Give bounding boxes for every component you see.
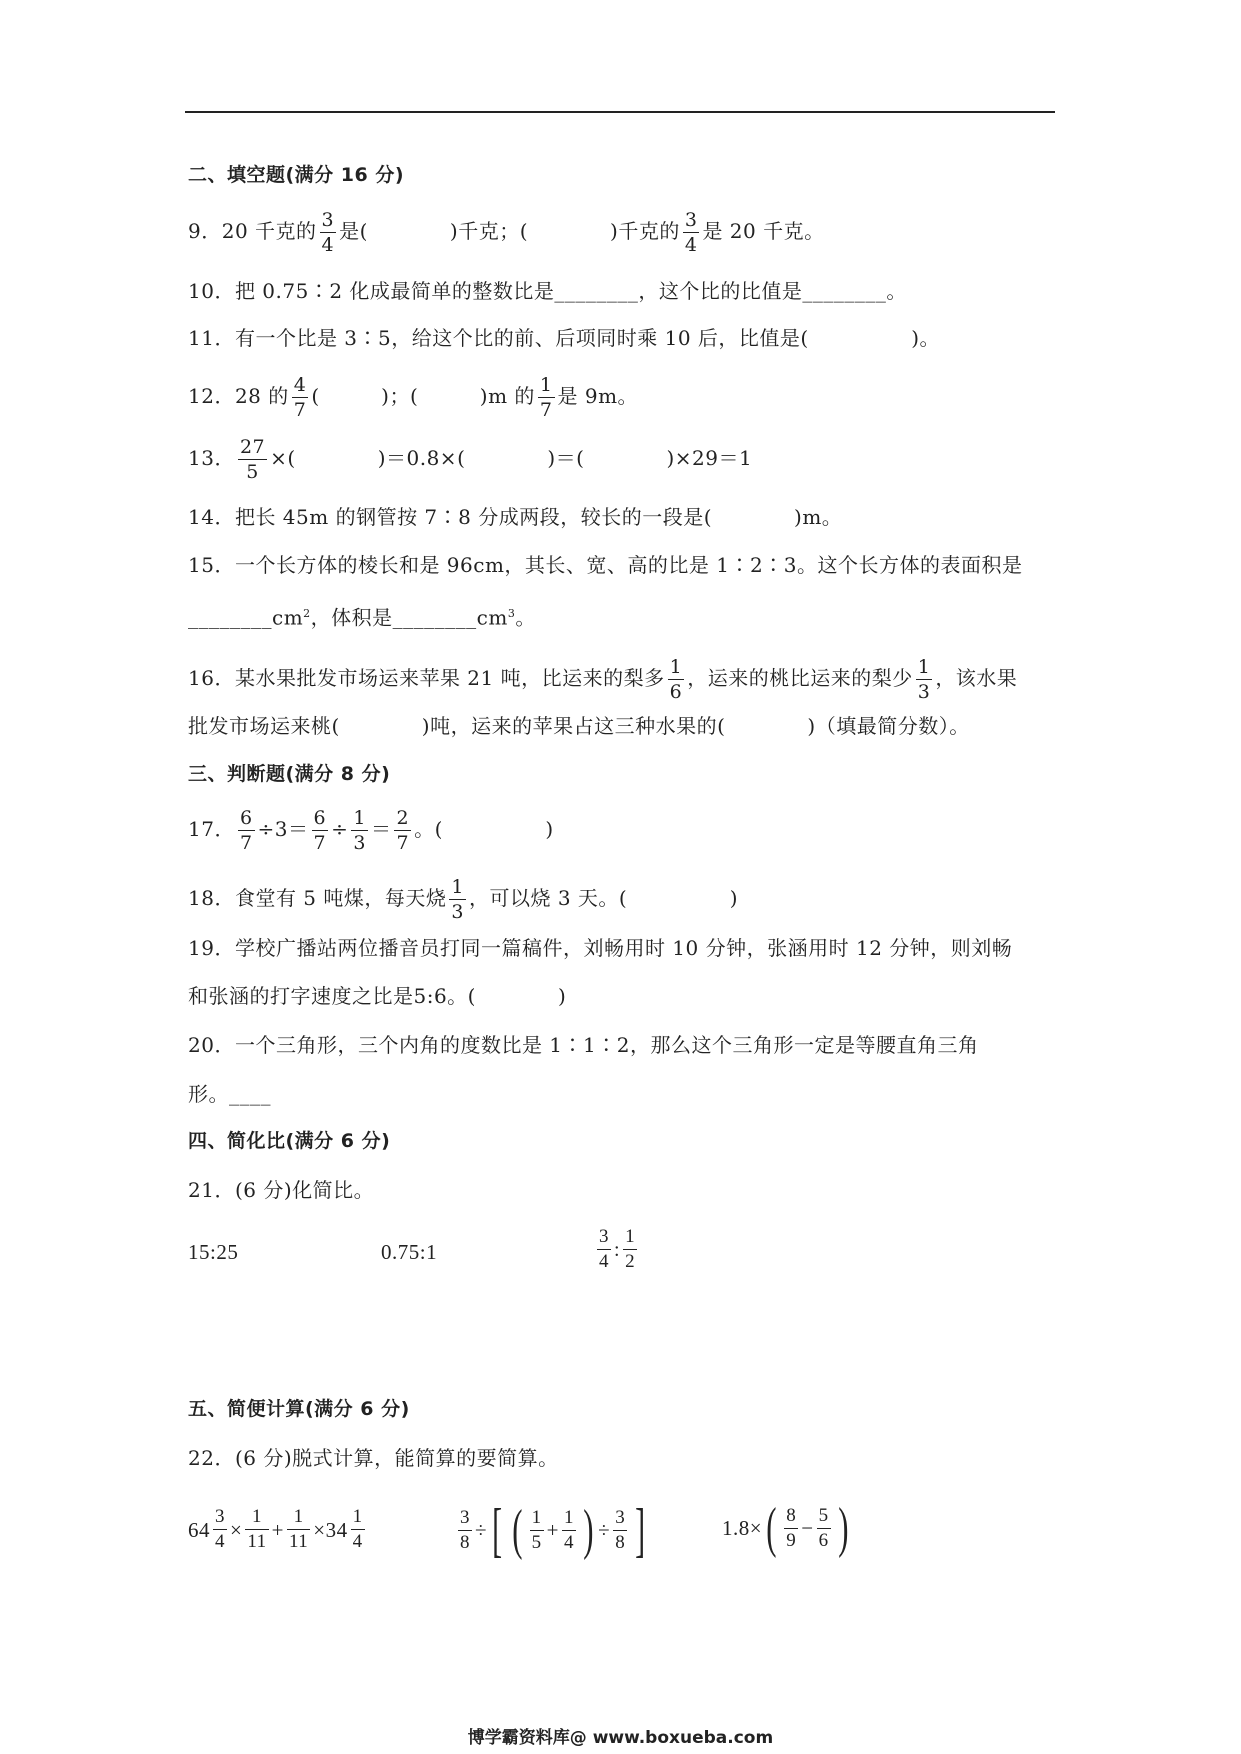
colon: : — [614, 1238, 621, 1261]
question-18 — [188, 875, 738, 924]
q17-text-d: ＝ — [370, 817, 392, 841]
question-15-line1: 15．一个长方体的棱长和是 96cm，其长、宽、高的比是 1∶2∶3。这个长方体的表面积是 — [188, 553, 1023, 577]
section-title-fill-blank: 二、填空题(满分 16 分) — [188, 164, 405, 186]
question-20-line2: 形。____ — [188, 1082, 271, 1106]
denominator: 6 — [669, 681, 683, 703]
numerator: 1 — [451, 876, 464, 898]
fraction — [668, 655, 685, 704]
fraction — [312, 806, 329, 855]
q21-expr-2: 0.75:1 — [381, 1240, 438, 1264]
numerator: 1 — [351, 1505, 365, 1530]
fraction — [238, 806, 255, 855]
q15-text-b: ，体积是________cm — [310, 605, 508, 630]
denominator: 4 — [215, 1531, 225, 1552]
numerator: 3 — [458, 1506, 472, 1531]
left-bracket: [ — [492, 1497, 503, 1563]
numerator: 1 — [539, 374, 553, 396]
numerator: 1 — [623, 1225, 637, 1250]
q16-text-b: ，运来的桃比运来的梨少 — [687, 666, 913, 690]
numerator: 1 — [287, 1505, 310, 1530]
q9-text-a: 9．20 千克的 — [188, 219, 317, 243]
fraction — [449, 875, 466, 924]
fraction — [245, 1505, 268, 1554]
question-13 — [188, 435, 752, 484]
question-14: 14．把长 45m 的钢管按 7∶8 分成两段，较长的一段是( )m。 — [188, 505, 843, 529]
right-paren: ) — [583, 1499, 594, 1561]
section-title-judgement: 三、判断题(满分 8 分) — [188, 763, 391, 785]
numerator: 3 — [597, 1225, 611, 1250]
q22-expr-1 — [188, 1505, 368, 1554]
fraction — [287, 1505, 310, 1554]
q16-text-a: 16．某水果批发市场运来苹果 21 吨，比运来的梨多 — [188, 666, 665, 690]
fraction — [784, 1504, 798, 1553]
q22-expr-3 — [722, 1497, 853, 1559]
left-paren: ( — [511, 1499, 523, 1561]
denominator: 11 — [288, 1531, 309, 1552]
number: 1.8× — [722, 1516, 763, 1540]
left-paren: ( — [766, 1497, 777, 1559]
denominator: 4 — [564, 1531, 575, 1553]
denominator: 8 — [615, 1531, 626, 1553]
q22-expr-2 — [455, 1497, 651, 1563]
numerator: 27 — [239, 436, 266, 458]
question-19-line2: 和张涵的打字速度之比是5:6。( ) — [188, 984, 567, 1008]
denominator: 4 — [321, 234, 335, 256]
q9-text-c: 是 20 千克。 — [702, 219, 825, 243]
operator: − — [801, 1516, 814, 1540]
fraction — [916, 655, 933, 704]
numerator: 1 — [353, 807, 366, 829]
denominator: 5 — [246, 461, 259, 483]
numerator: 1 — [669, 656, 683, 678]
q17-text-a: 17． — [188, 817, 235, 841]
q21-expr-3 — [594, 1225, 640, 1274]
question-15-line2 — [188, 600, 536, 632]
right-paren: ) — [837, 1497, 849, 1559]
q12-text-c: 是 9m。 — [557, 384, 639, 408]
numerator: 1 — [530, 1506, 544, 1531]
numerator: 1 — [562, 1506, 576, 1531]
denominator: 9 — [786, 1529, 797, 1551]
fraction — [623, 1225, 637, 1274]
fraction — [320, 208, 337, 257]
operator: ÷ — [475, 1518, 488, 1542]
numerator: 4 — [293, 374, 307, 396]
section-title-simplify-ratio: 四、简化比(满分 6 分) — [188, 1130, 391, 1152]
operator: × — [230, 1517, 243, 1542]
denominator: 4 — [684, 234, 698, 256]
q17-text-c: ÷ — [331, 817, 349, 841]
q17-text-b: ÷3＝ — [257, 817, 309, 841]
q15-text-a: ________cm — [188, 605, 304, 630]
q12-text-a: 12．28 的 — [188, 384, 289, 408]
q18-text-b: ，可以烧 3 天。( ) — [468, 886, 739, 910]
q16-text-c: ，该水果 — [935, 666, 1018, 690]
question-21-title: 21．(6 分)化简比。 — [188, 1178, 375, 1202]
fraction — [538, 373, 555, 422]
numerator: 1 — [245, 1505, 268, 1530]
denominator: 7 — [313, 832, 327, 854]
question-19-line1: 19．学校广播站两位播音员打同一篇稿件，刘畅用时 10 分钟，张涵用时 12 分钟，则刘畅 — [188, 936, 1013, 960]
question-10: 10．把 0.75∶2 化成最简单的整数比是________，这个比的比值是________。 — [188, 279, 907, 303]
fraction — [213, 1505, 227, 1554]
number: 64 — [188, 1517, 210, 1542]
fraction — [292, 373, 309, 422]
numerator: 5 — [817, 1504, 831, 1529]
denominator: 3 — [917, 681, 931, 703]
operator: + — [546, 1518, 560, 1542]
footer-watermark: 博学霸资料库@ www.boxueba.com — [467, 1728, 774, 1748]
fraction — [394, 806, 411, 855]
numerator: 6 — [313, 807, 327, 829]
question-16-line1 — [188, 655, 1017, 704]
superscript: 3 — [507, 607, 516, 620]
header-rule — [185, 111, 1055, 113]
q15-text-c: 。 — [515, 605, 536, 630]
question-20-line1: 20．一个三角形，三个内角的度数比是 1∶1∶2，那么这个三角形一定是等腰直角三角 — [188, 1033, 979, 1057]
denominator: 7 — [539, 399, 553, 421]
q21-expr-1: 15:25 — [188, 1240, 239, 1264]
numerator: 3 — [321, 209, 335, 231]
numerator: 3 — [213, 1505, 227, 1530]
section-title-simple-calc: 五、简便计算(满分 6 分) — [188, 1398, 410, 1420]
fraction — [351, 1505, 365, 1554]
fraction — [238, 435, 267, 484]
denominator: 7 — [239, 832, 253, 854]
fraction — [613, 1506, 627, 1555]
denominator: 3 — [353, 832, 366, 854]
question-17 — [188, 806, 554, 855]
denominator: 6 — [818, 1529, 829, 1551]
q13-text-b: ×( )＝0.8×( )＝( )×29＝1 — [270, 446, 753, 470]
question-12 — [188, 373, 638, 422]
fraction — [683, 208, 700, 257]
fraction — [817, 1504, 831, 1553]
numerator: 3 — [613, 1506, 627, 1531]
q13-text-a: 13． — [188, 446, 235, 470]
operator: ÷ — [598, 1518, 611, 1542]
numerator: 6 — [239, 807, 253, 829]
operator: × — [313, 1517, 326, 1542]
denominator: 11 — [247, 1531, 267, 1552]
question-11: 11．有一个比是 3∶5，给这个比的前、后项同时乘 10 后，比值是( )。 — [188, 326, 941, 350]
denominator: 7 — [396, 832, 410, 854]
fraction — [597, 1225, 611, 1274]
fraction — [351, 806, 368, 855]
question-16-line2: 批发市场运来桃( )吨，运来的苹果占这三种水果的( )（填最简分数）。 — [188, 714, 970, 738]
fraction — [530, 1506, 544, 1555]
q17-text-e: 。( ) — [414, 817, 554, 841]
numerator: 3 — [684, 209, 698, 231]
q12-text-b: ( )；( )m 的 — [311, 384, 535, 408]
numerator: 8 — [784, 1504, 798, 1529]
numerator: 2 — [396, 807, 410, 829]
denominator: 5 — [531, 1531, 542, 1553]
number: 34 — [325, 1517, 348, 1542]
denominator: 2 — [625, 1251, 636, 1272]
denominator: 4 — [599, 1251, 609, 1272]
denominator: 4 — [352, 1531, 363, 1552]
fraction — [562, 1506, 576, 1555]
denominator: 7 — [293, 399, 307, 421]
numerator: 1 — [917, 656, 931, 678]
q9-text-b: 是( )千克；( )千克的 — [339, 219, 680, 243]
operator: + — [271, 1517, 284, 1542]
q18-text-a: 18．食堂有 5 吨煤，每天烧 — [188, 886, 447, 910]
denominator: 3 — [451, 901, 464, 923]
denominator: 8 — [460, 1531, 470, 1553]
question-9 — [188, 208, 825, 257]
question-22-title: 22．(6 分)脱式计算，能简算的要简算。 — [188, 1446, 559, 1470]
fraction — [458, 1506, 472, 1555]
superscript: 2 — [303, 607, 311, 620]
right-bracket: ] — [635, 1497, 646, 1563]
